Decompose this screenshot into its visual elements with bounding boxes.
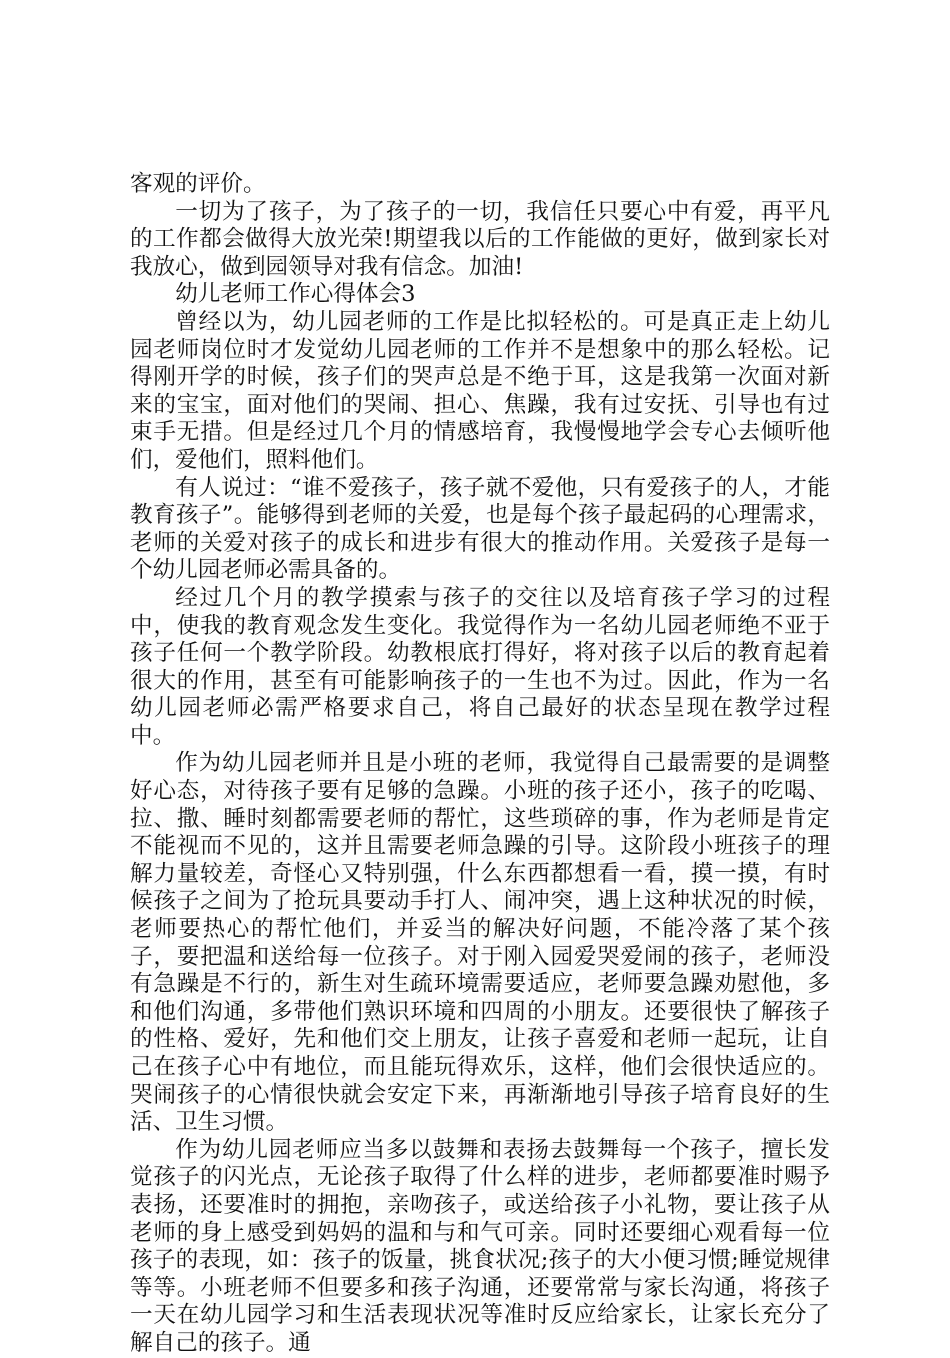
paragraph-for-children: 一切为了孩子，为了孩子的一切，我信任只要心中有爱，再平凡的工作都会做得大放光荣!期望我以后的工作能做的更好，做到家长对我放心，做到园领导对我有信念。加油!: [130, 198, 830, 280]
paragraph-first-impression: 曾经以为，幼儿园老师的工作是比拟轻松的。可是真正走上幼儿园老师岗位时才发觉幼儿园老师的工作并不是想象中的那么轻松。记得刚开学的时候，孩子们的哭声总是不绝于耳，这是我第一次面对新来的宝宝，面对他们的哭闹、担心、焦躁，我有过安抚、引导也有过束手无措。但是经过几个月的情感培育，我慢慢地学会专心去倾听他们，爱他们，照料他们。: [130, 308, 830, 473]
paragraph-love-children: 有人说过：“谁不爱孩子，孩子就不爱他，只有爱孩子的人，才能教育孩子”。能够得到老师的关爱，也是每个孩子最起码的心理需求，老师的关爱对孩子的成长和进步有很大的推动作用。关爱孩子是每一个幼儿园老师必需具备的。: [130, 474, 830, 584]
section-heading: 幼儿老师工作心得体会3: [175, 281, 416, 308]
paragraph-teaching-concept: 经过几个月的教学摸索与孩子的交往以及培育孩子学习的过程中，使我的教育观念发生变化。我觉得作为一名幼儿园老师绝不亚于孩子任何一个教学阶段。幼教根底打得好，将对孩子以后的教育起着很大的作用，甚至有可能影响孩子的一生也不为过。因此，作为一名幼儿园老师必需严格要求自己，将自己最好的状态呈现在教学过程中。: [130, 584, 830, 749]
paragraph-encouragement: 作为幼儿园老师应当多以鼓舞和表扬去鼓舞每一个孩子，擅长发觉孩子的闪光点，无论孩子取得了什么样的进步，老师都要准时赐予表扬，还要准时的拥抱，亲吻孩子，或送给孩子小礼物，要让孩子从老师的身上感受到妈妈的温和与和气可亲。同时还要细心观看每一位孩子的表现，如：孩子的饭量，挑食状况;孩子的大小便习惯;睡觉规律等等。小班老师不但要多和孩子沟通，还要常常与家长沟通，将孩子一天在幼儿园学习和生活表现状况等准时反应给家长，让家长充分了解自己的孩子。通: [130, 1136, 830, 1356]
paragraph-continuation: 客观的评价。: [130, 171, 266, 197]
document-page: [130, 171, 830, 1358]
paragraph-small-class: 作为幼儿园老师并且是小班的老师，我觉得自己最需要的是调整好心态，对待孩子要有足够的急躁。小班的孩子还小，孩子的吃喝、拉、撒、睡时刻都需要老师的帮忙，这些琐碎的事，作为老师是肯定不能视而不见的，这并且需要老师急躁的引导。这阶段小班孩子的理解力量较差，奇怪心又特别强，什么东西都想看一看，摸一摸，有时候孩子之间为了抢玩具要动手打人、闹冲突，遇上这种状况的时候，老师要热心的帮忙他们，并妥当的解决好问题，不能冷落了某个孩子，要把温和送给每一位孩子。对于刚入园爱哭爱闹的孩子，老师没有急躁是不行的，新生对生疏环境需要适应，老师要急躁劝慰他，多和他们沟通，多带他们熟识环境和四周的小朋友。还要很快了解孩子的性格、爱好，先和他们交上朋友，让孩子喜爱和老师一起玩，让自己在孩子心中有地位，而且能玩得欢乐，这样，他们会很快适应的。哭闹孩子的心情很快就会安定下来，再渐渐地引导孩子培育良好的生活、卫生习惯。: [130, 750, 830, 1136]
